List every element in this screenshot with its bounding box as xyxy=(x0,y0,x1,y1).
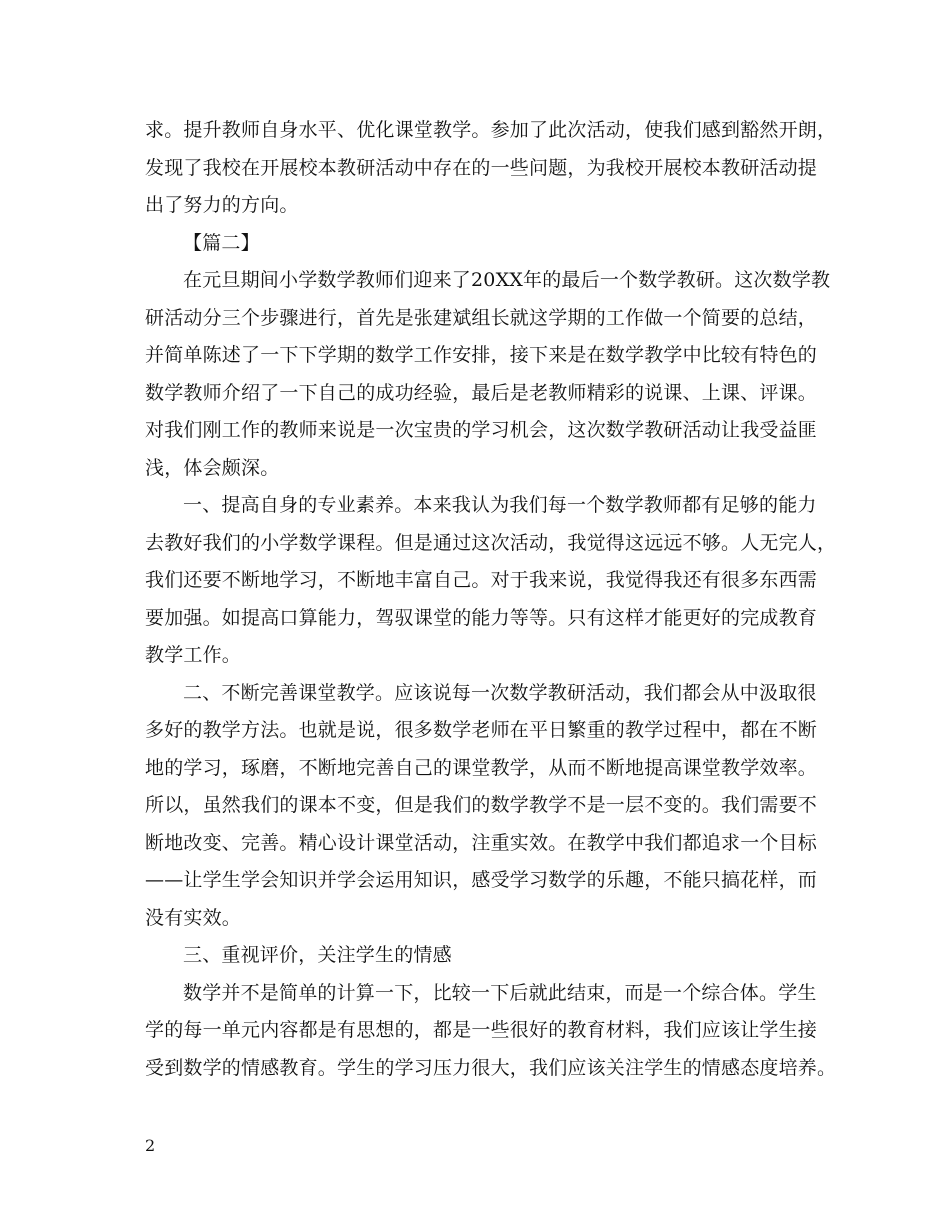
text-line: 求。提升教师自身水平、优化课堂教学。参加了此次活动，使我们感到豁然开朗， xyxy=(145,119,837,141)
section-heading: 三、重视评价，关注学生的情感 xyxy=(183,944,452,966)
text-line: 学的每一单元内容都是有思想的，都是一些很好的教育材料，我们应该让学生接 xyxy=(145,1019,818,1041)
text-line: 去教好我们的小学数学课程。但是通过这次活动，我觉得这远远不够。人无完人， xyxy=(145,532,837,554)
text-line: 教学工作。 xyxy=(145,644,242,666)
text-line: 数学教师介绍了一下自己的成功经验，最后是老教师精彩的说课、上课、评课。 xyxy=(145,382,818,404)
text-line: 并简单陈述了一下下学期的数学工作安排，接下来是在数学教学中比较有特色的 xyxy=(145,344,818,366)
text-line: 断地改变、完善。精心设计课堂活动，注重实效。在教学中我们都追求一个目标 xyxy=(145,832,818,854)
text-line: 在元旦期间小学数学教师们迎来了20XX年的最后一个数学教研。这次数学教 xyxy=(183,269,831,291)
text-line: 一、提高自身的专业素养。本来我认为我们每一个数学教师都有足够的能力 xyxy=(183,494,817,516)
text-line: ——让学生学会知识并学会运用知识，感受学习数学的乐趣，不能只搞花样，而 xyxy=(145,869,818,891)
text-line: 对我们刚工作的教师来说是一次宝贵的学习机会，这次数学教研活动让我受益匪 xyxy=(145,419,818,441)
text-line: 发现了我校在开展校本教研活动中存在的一些问题，为我校开展校本教研活动提 xyxy=(145,157,818,179)
text-line: 地的学习，琢磨，不断地完善自己的课堂教学，从而不断地提高课堂教学效率。 xyxy=(145,757,818,779)
text-line: 二、不断完善课堂教学。应该说每一次数学教研活动，我们都会从中汲取很 xyxy=(183,682,817,704)
text-line: 所以，虽然我们的课本不变，但是我们的数学教学不是一层不变的。我们需要不 xyxy=(145,794,818,816)
text-line: 要加强。如提高口算能力，驾驭课堂的能力等等。只有这样才能更好的完成教育 xyxy=(145,607,818,629)
text-line: 受到数学的情感教育。学生的学习压力很大，我们应该关注学生的情感态度培养。 xyxy=(145,1057,837,1079)
text-line: 没有实效。 xyxy=(145,907,242,929)
text-line: 我们还要不断地学习，不断地丰富自己。对于我来说，我觉得我还有很多东西需 xyxy=(145,569,818,591)
text-line: 多好的教学方法。也就是说，很多数学老师在平日繁重的教学过程中，都在不断 xyxy=(145,719,818,741)
text-line: 出了努力的方向。 xyxy=(145,194,299,216)
text-line: 浅，体会颇深。 xyxy=(145,457,280,479)
section-heading: 【篇二】 xyxy=(183,232,260,254)
text-line: 数学并不是简单的计算一下，比较一下后就此结束，而是一个综合体。学生 xyxy=(183,982,817,1004)
text-line: 研活动分三个步骤进行，首先是张建斌组长就这学期的工作做一个简要的总结， xyxy=(145,307,818,329)
page-number: 2 xyxy=(145,1136,156,1155)
